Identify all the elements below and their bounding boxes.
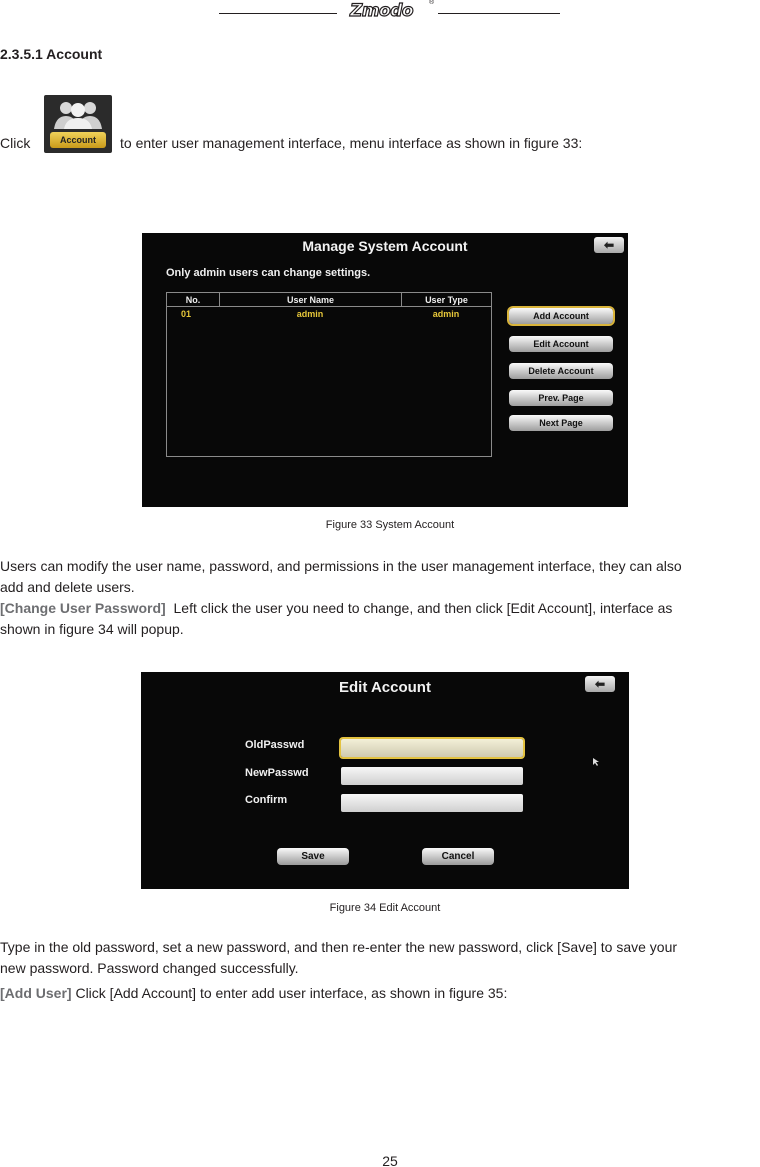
old-password-label: OldPasswd xyxy=(245,739,305,751)
add-account-button[interactable]: Add Account xyxy=(509,308,613,324)
figure-34-screenshot xyxy=(141,672,629,889)
new-password-label: NewPasswd xyxy=(245,767,309,779)
cancel-button[interactable]: Cancel xyxy=(422,848,494,865)
paragraph-user-management-line2: add and delete users. xyxy=(0,579,135,595)
users-icon xyxy=(50,99,106,129)
paragraph-change-password-line2: shown in figure 34 will popup. xyxy=(0,621,184,637)
paragraph-save-password-line2: new password. Password changed successfully. xyxy=(0,960,299,976)
row-user-name[interactable]: admin xyxy=(296,309,324,319)
user-table xyxy=(166,292,492,457)
paragraph-user-management-line1: Users can modify the user name, password, and permissions in the user management interface, they can also xyxy=(0,558,682,574)
add-user-text: Click [Add Account] to enter add user interface, as shown in figure 35: xyxy=(71,985,508,1001)
registered-mark: ® xyxy=(429,0,435,6)
row-no[interactable]: 01 xyxy=(181,309,192,319)
figure-34-caption: Figure 34 Edit Account xyxy=(329,902,441,914)
confirm-password-field[interactable] xyxy=(341,794,523,812)
delete-account-button[interactable]: Delete Account xyxy=(509,363,613,379)
edit-account-title: Edit Account xyxy=(339,679,431,696)
edit-account-button[interactable]: Edit Account xyxy=(509,336,613,352)
save-button[interactable]: Save xyxy=(277,848,349,865)
brand-logo xyxy=(350,0,438,22)
confirm-password-label: Confirm xyxy=(245,794,288,806)
new-password-field[interactable] xyxy=(341,767,523,785)
old-password-field[interactable] xyxy=(341,739,523,757)
page-number: 25 xyxy=(382,1153,398,1167)
logo-text: Zmodo xyxy=(350,1,414,21)
back-arrow-icon[interactable]: ⬅ xyxy=(594,237,624,253)
header-rule-left xyxy=(219,13,337,14)
mouse-cursor-icon xyxy=(592,757,600,767)
column-header-no: No. xyxy=(185,295,201,305)
account-icon-label: Account xyxy=(50,132,106,148)
admin-only-note: Only admin users can change settings. xyxy=(166,267,371,279)
column-header-user-type: User Type xyxy=(401,293,491,307)
header-rule-right xyxy=(438,13,560,14)
row-user-type[interactable]: admin xyxy=(432,309,460,319)
prev-page-button[interactable]: Prev. Page xyxy=(509,390,613,406)
paragraph-save-password-line1: Type in the old password, set a new password, and then re-enter the new password, click [Save] to save your xyxy=(0,939,678,955)
add-user-label: [Add User] xyxy=(0,985,72,1001)
figure-33-caption: Figure 33 System Account xyxy=(325,519,455,531)
manage-account-title: Manage System Account xyxy=(302,238,468,254)
section-title: 2.3.5.1 Account xyxy=(0,46,103,62)
figure-33-screenshot xyxy=(142,233,628,507)
column-header-user-name: User Name xyxy=(219,293,401,307)
paragraph-add-user xyxy=(0,983,507,1004)
intro-click-word: Click xyxy=(0,135,31,151)
paragraph-change-password-line1 xyxy=(0,598,672,619)
account-menu-icon xyxy=(44,95,112,153)
user-table-header xyxy=(167,293,491,307)
back-arrow-icon[interactable]: ⬅ xyxy=(585,676,615,692)
change-password-text: Left click the user you need to change, and then click [Edit Account], interface as xyxy=(165,600,673,616)
intro-text: to enter user management interface, menu interface as shown in figure 33: xyxy=(120,135,583,151)
next-page-button[interactable]: Next Page xyxy=(509,415,613,431)
change-password-label: [Change User Password] xyxy=(0,600,166,616)
